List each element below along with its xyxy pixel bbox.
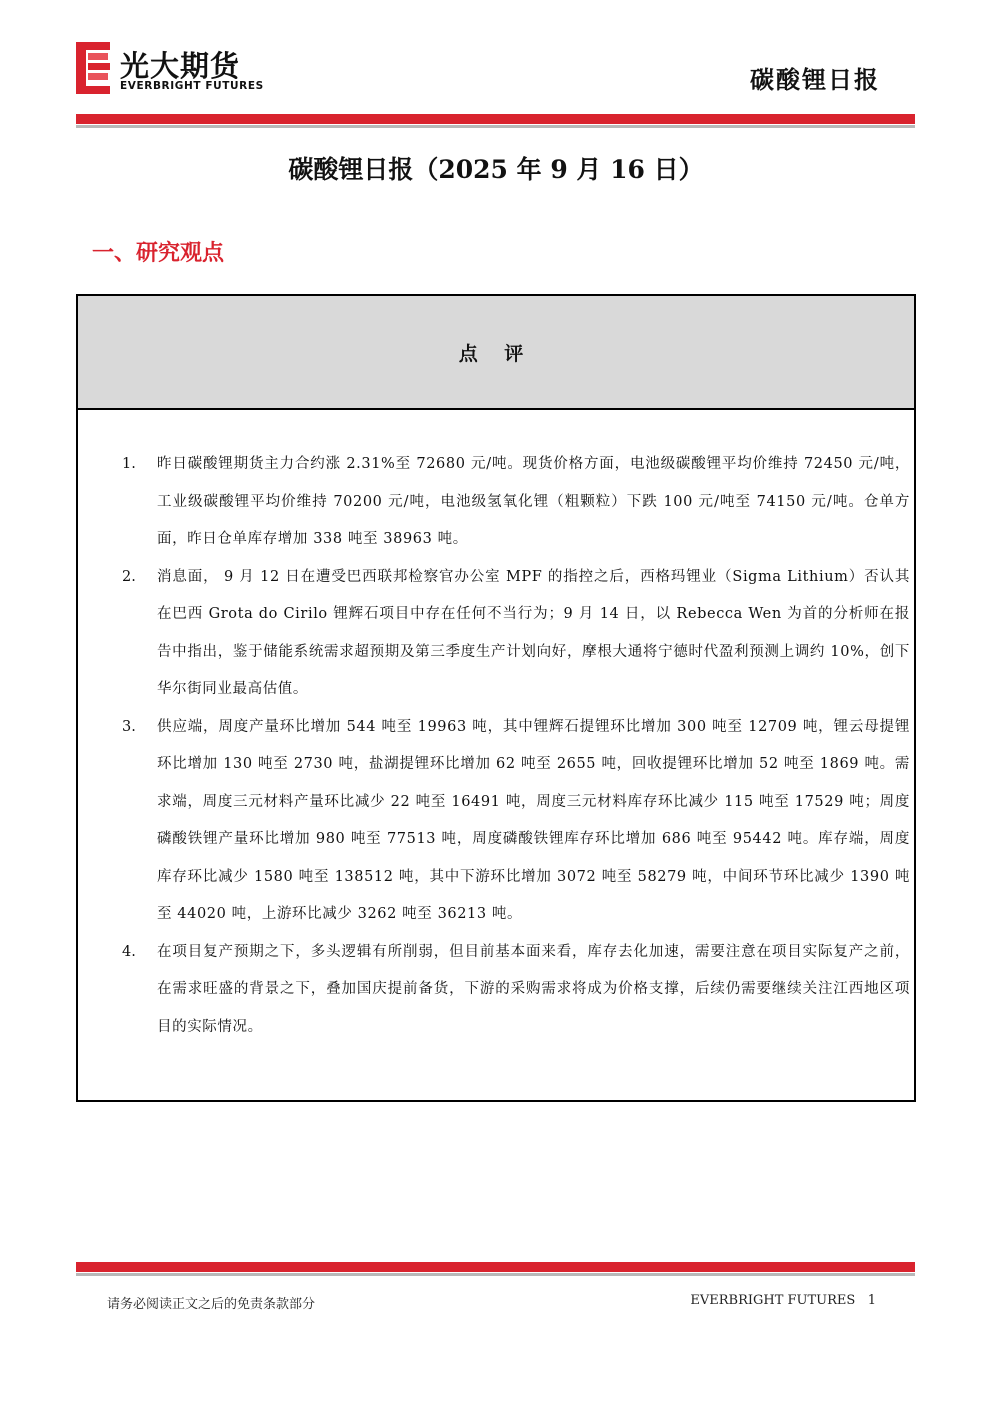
commentary-box-header (78, 296, 914, 410)
header-red-rule (76, 114, 915, 124)
list-item (78, 709, 914, 934)
list-item-number: 1. (122, 456, 136, 472)
footer-red-rule (76, 1262, 915, 1272)
footer-right (690, 1293, 876, 1308)
footer-company: EVERBRIGHT FUTURES (690, 1293, 856, 1308)
company-logo (76, 42, 316, 98)
list-item-text: 昨日碳酸锂期货主力合约涨 2.31%至 72680 元/吨。现货价格方面，电池级碳酸锂平均价维持 72450 元/吨，工业级碳酸锂平均价维持 70200 元/吨，电池级氢氧化锂（粗颗粒）下跌 100 元/吨至 74150 元/吨。仓单方面，昨日仓单库存增加 338 吨至 38963 吨。 (157, 456, 910, 547)
list-item-number: 2. (122, 568, 136, 585)
footer-disclaimer: 请务必阅读正文之后的免责条款部分 (107, 1297, 316, 1312)
list-item (78, 934, 914, 1047)
footer-gray-rule (76, 1273, 915, 1276)
logo-chinese-name: 光大期货 (120, 49, 241, 83)
list-item (78, 559, 914, 709)
page-number: 1 (867, 1293, 876, 1308)
report-type-title: 碳酸锂日报 (750, 66, 880, 94)
commentary-box-title: 点 评 (458, 342, 534, 365)
logo-english-name: EVERBRIGHT FUTURES (120, 80, 264, 92)
commentary-box (76, 294, 916, 1102)
list-item-text: 供应端，周度产量环比增加 544 吨至 19963 吨，其中锂辉石提锂环比增加 300 吨至 12709 吨，锂云母提锂环比增加 130 吨至 2730 吨，盐湖提锂环比增加 62 吨至 2655 吨，回收提锂环比增加 52 吨至 1869 吨。需求端，周度三元材料产量环比减少 22 吨至 16491 吨，周度三元材料库存环比减少 115 吨至 17529 吨；周度磷酸铁锂产量环比增加 980 吨至 77513 吨，周度磷酸铁锂库存环比增加 686 吨至 95442 吨。库存端，周度库存环比减少 1580 吨至 138512 吨，其中下游环比增加 3072 吨至 58279 吨，中间环节环比减少 1390 吨至 44020 吨，上游环比减少 3262 吨至 36213 吨。 (157, 718, 910, 922)
document-title: 碳酸锂日报（2025 年 9 月 16 日） (288, 155, 704, 184)
list-item-text: 在项目复产预期之下，多头逻辑有所削弱，但目前基本面来看，库存去化加速，需要注意在项目实际复产之前，在需求旺盛的背景之下，叠加国庆提前备货，下游的采购需求将成为价格支撑，后续仍需要继续关注江西地区项目的实际情况。 (157, 943, 910, 1035)
header-gray-rule (76, 125, 915, 128)
list-item-text: 消息面， 9 月 12 日在遭受巴西联邦检察官办公室 MPF 的指控之后，西格玛锂业（Sigma Lithium）否认其在巴西 Grota do Cirilo 锂辉石项目中存在任何不当行为；9 月 14 日，以 Rebecca Wen 为首的分析师在报告中指出，鉴于储能系统需求超预期及第三季度生产计划向好，摩根大通将宁德时代盈利预测上调约 10%，创下华尔街同业最高估值。 (157, 568, 910, 697)
list-item-number: 4. (122, 943, 136, 960)
everbright-logo-icon (76, 42, 112, 94)
list-item-number: 3. (122, 718, 136, 735)
commentary-list (78, 446, 914, 1046)
section-heading: 一、研究观点 (92, 241, 225, 266)
list-item (78, 446, 914, 559)
